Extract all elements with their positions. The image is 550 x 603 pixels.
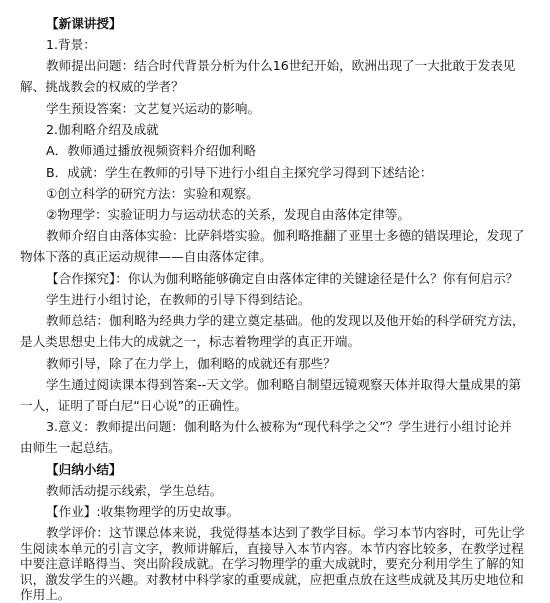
- text-line: 中要注意详略得当、突出阶段成就。在学习物理学的重大成就时，要充分利用学生了解的知: [20, 556, 524, 571]
- homework-line: 【作业】:收集物理学的历史故事。: [46, 504, 240, 519]
- text-line: ①创立科学的研究方法：实验和观察。: [46, 186, 259, 201]
- text-line: 识，激发学生的兴趣。对教材中科学家的重要成就，应把重点放在这些成就及其历史地位和: [20, 571, 524, 587]
- evaluation-line: 教学评价：这节课总体来说，我觉得基本达到了教学目标。学习本节内容时，可先让学: [46, 525, 525, 540]
- text-line: 教师总结：伽利略为经典力学的建立奠定基础。他的发现以及他开始的科学研究方法，: [46, 313, 525, 328]
- text-line: 教师活动提示线索，学生总结。: [46, 483, 223, 498]
- section-heading-summary: 【归纳小结】: [46, 462, 122, 477]
- text-line: 教师引导，除了在力学上，伽利略的成就还有那些？: [46, 356, 336, 371]
- text-line: 2.伽利略介绍及成就: [46, 122, 159, 137]
- text-line: 【合作探究】：你认为伽利略能够确定自由落体定律的关键途径是什么？你有何启示？: [46, 271, 519, 286]
- text-line: 解、挑战教会的权威的学者？: [20, 79, 184, 94]
- section-heading-new-lesson: 【新课讲授】: [46, 16, 122, 31]
- text-line: 一人，证明了哥白尼“日心说”的正确性。: [20, 398, 248, 413]
- text-line: 生阅读本单元的引言文字，教师讲解后，直接导入本节内容。本节内容比较多，在教学过程: [20, 540, 524, 556]
- text-line: 教师介绍自由落体实验：比萨斜塔实验。伽利略推翻了亚里士多德的错误理论，发现了: [46, 228, 525, 243]
- text-line: 是人类思想史上伟大的成就之一，标志着物理学的真正开端。: [20, 334, 361, 349]
- text-line: 学生进行小组讨论，在教师的引导下得到结论。: [46, 292, 311, 307]
- text-line: B．成就：学生在教师的引导下进行小组自主探究学习得到下述结论：: [46, 165, 433, 180]
- text-line: ②物理学：实验证明力与运动状态的关系，发现自由落体定律等。: [46, 207, 410, 222]
- text-line: 作用上。: [20, 587, 71, 602]
- text-line: 教师提出问题：结合时代背景分析为什么16世纪开始，欧洲出现了一大批敢于发表见: [46, 58, 516, 73]
- text-line: 学生通过阅读课本得到答案--天文学。伽利略自制望远镜观察天体并取得大量成果的第: [46, 377, 522, 392]
- text-line: A．教师通过播放视频资料介绍伽利略: [46, 143, 257, 158]
- text-line: 1.背景：: [46, 37, 96, 52]
- text-line: 学生预设答案：文艺复兴运动的影响。: [46, 101, 261, 116]
- text-line: 物体下落的真正运动规律——自由落体定律。: [20, 249, 272, 264]
- text-line: 3.意义：教师提出问题：伽利略为什么被称为“现代科学之父”？学生进行小组讨论并: [46, 419, 512, 434]
- text-line: 由师生一起总结。: [20, 440, 121, 455]
